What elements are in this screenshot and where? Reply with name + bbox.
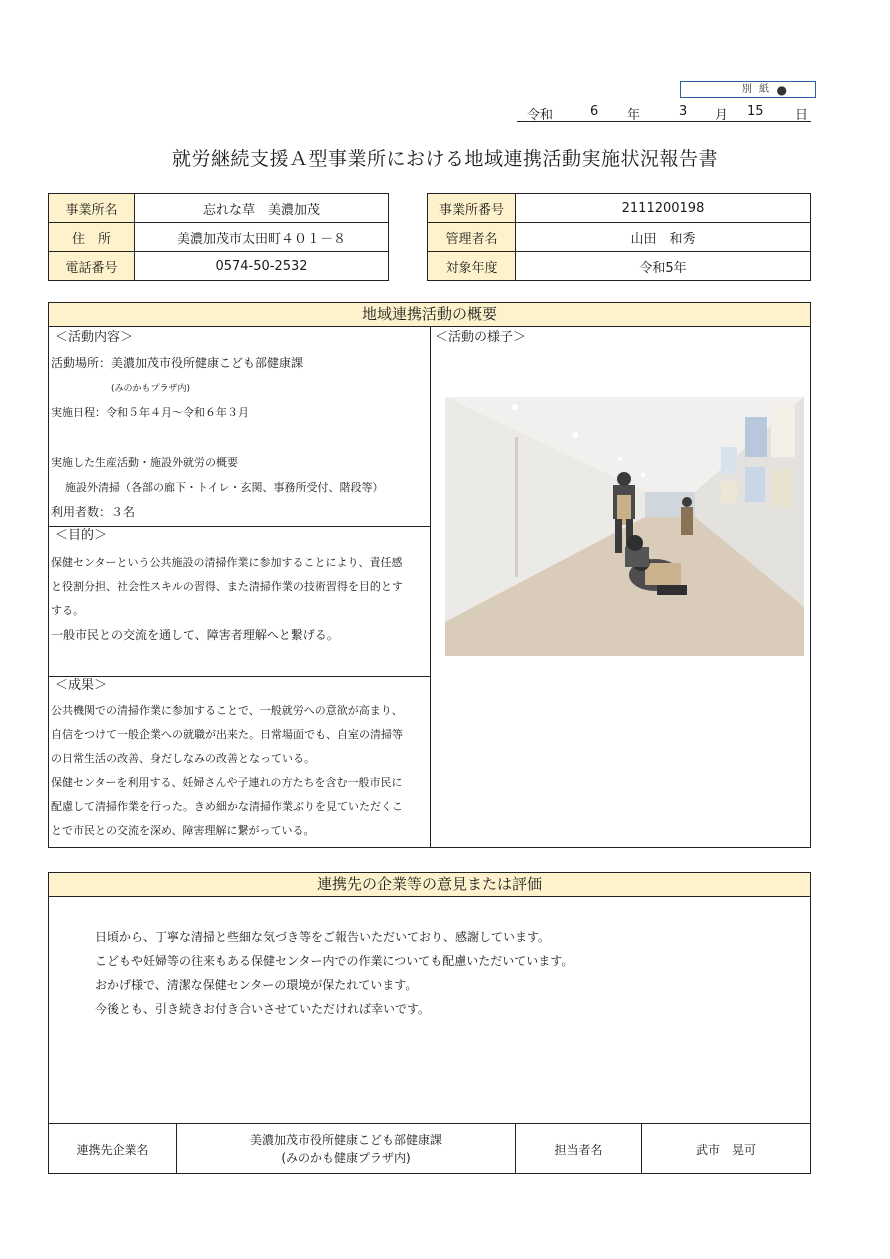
date-month: 3: [679, 104, 688, 119]
divider: [49, 526, 430, 527]
stamp-label: 別 紙: [741, 84, 771, 95]
date-day-unit: 日: [795, 108, 809, 123]
report-date: [517, 102, 811, 122]
address-value: 美濃加茂市太田町４０１－８: [135, 223, 389, 252]
table-row: [49, 194, 389, 223]
facility-number-value: 2111200198: [516, 194, 811, 223]
partner-evaluation-section: [48, 872, 811, 1174]
partner-name-line-2: (みのかも健康プラザ内): [281, 1151, 411, 1165]
column-divider: [430, 327, 431, 848]
evaluation-heading: 連携先の企業等の意見または評価: [49, 873, 810, 897]
purpose-line: する。: [51, 604, 84, 617]
facility-detail-table: [427, 193, 811, 281]
activity-heading: ＜活動内容＞: [55, 330, 134, 345]
evaluation-line: おかげ様で、清潔な保健センターの環境が保たれています。: [95, 978, 418, 992]
date-day: 15: [747, 104, 764, 119]
results-line: 保健センターを利用する、妊婦さんや子連れの方たちを含む一般市民に: [51, 776, 403, 789]
date-month-unit: 月: [715, 108, 729, 123]
date-year-unit: 年: [627, 108, 641, 123]
fiscal-year-value: 令和5年: [516, 252, 811, 281]
evaluation-line: 今後とも、引き続きお付き合いさせていただければ幸いです。: [95, 1002, 431, 1016]
manager-value: 山田 和秀: [516, 223, 811, 252]
table-row: [428, 194, 811, 223]
table-row: [428, 223, 811, 252]
results-line: 公共機関での清掃作業に参加することで、一般就労への意欲が高まり、: [51, 704, 403, 717]
activity-location-sub: (みのかもプラザ内): [111, 384, 191, 394]
partner-name-line-1: 美濃加茂市役所健康こども部健康課: [249, 1133, 442, 1147]
results-heading: ＜成果＞: [55, 678, 108, 693]
date-year: 6: [590, 104, 599, 119]
fiscal-year-label: 対象年度: [428, 252, 516, 281]
attachment-stamp: [680, 81, 816, 98]
activity-overview-section: [48, 302, 811, 848]
results-line: 自信をつけて一般企業への就職が出来た。日常場面でも、自室の清掃等: [51, 728, 403, 741]
evaluation-line: こどもや妊婦等の往来もある保健センター内での作業についても配慮いただいています。: [95, 954, 574, 968]
contact-name: 武市 晃可: [695, 1142, 756, 1157]
manager-label: 管理者名: [428, 223, 516, 252]
partner-name-cell: [177, 1124, 516, 1174]
table-row: [49, 252, 389, 281]
facility-info-table: [48, 193, 389, 281]
partner-label: 連携先企業名: [49, 1124, 177, 1174]
evaluation-line: 日頃から、丁寧な清掃と些細な気づき等をご報告いただいており、感謝しています。: [95, 930, 551, 944]
activity-location: 活動場所：美濃加茂市役所健康こども部健康課: [51, 356, 304, 370]
activity-photo: [445, 397, 804, 656]
activity-users: 利用者数：３名: [51, 505, 136, 519]
facility-name-label: 事業所名: [49, 194, 135, 223]
activity-summary-label: 実施した生産活動・施設外就労の概要: [51, 456, 238, 469]
purpose-line: 保健センターという公共施設の清掃作業に参加することにより、責任感: [51, 556, 403, 569]
results-line: 配慮して清掃作業を行った。きめ細かな清掃作業ぶりを見ていただくこ: [51, 800, 403, 813]
activity-summary-text: 施設外清掃（各部の廊下・トイレ・玄関、事務所受付、階段等）: [65, 481, 384, 494]
table-row: [49, 223, 389, 252]
overview-heading: 地域連携活動の概要: [49, 303, 810, 327]
purpose-heading: ＜目的＞: [55, 528, 108, 543]
partner-info-row: [49, 1123, 810, 1174]
activity-schedule: 実施日程：令和５年４月～令和６年３月: [51, 406, 249, 419]
date-era: 令和: [527, 108, 554, 123]
results-line: の日常生活の改善、身だしなみの改善となっている。: [51, 752, 315, 765]
divider: [49, 676, 430, 677]
phone-label: 電話番号: [49, 252, 135, 281]
purpose-line: と役割分担、社会性スキルの習得、また清掃作業の技術習得を目的とす: [51, 580, 403, 593]
scene-heading: ＜活動の様子＞: [435, 330, 527, 345]
facility-name-value: 忘れな草 美濃加茂: [135, 194, 389, 223]
contact-label: 担当者名: [516, 1124, 642, 1174]
facility-number-label: 事業所番号: [428, 194, 516, 223]
results-line: とで市民との交流を深め、障害理解に繋がっている。: [51, 824, 315, 837]
document-title: 就労継続支援Ａ型事業所における地域連携活動実施状況報告書: [171, 148, 718, 170]
table-row: [428, 252, 811, 281]
corridor-cleaning-illustration: [445, 397, 804, 656]
phone-value: 0574-50-2532: [135, 252, 389, 281]
stamp-mark: ●: [776, 83, 787, 97]
address-label: 住 所: [49, 223, 135, 252]
purpose-extra: 一般市民との交流を通して、障害者理解へと繋げる。: [51, 628, 339, 642]
